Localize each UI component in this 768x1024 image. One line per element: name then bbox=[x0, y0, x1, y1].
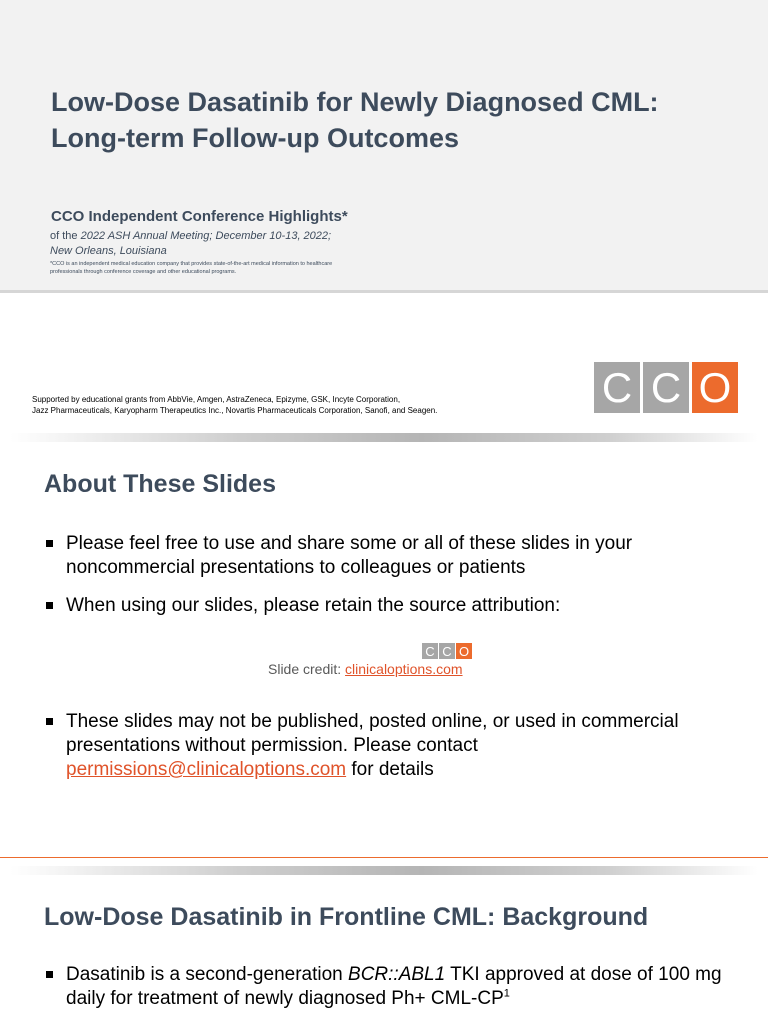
bullet-share-text: Please feel free to use and share some or all of these slides in your noncommercial presentations to colleagues or patients bbox=[66, 533, 633, 578]
meeting-location: New Orleans, Louisiana bbox=[50, 245, 167, 257]
bullet-dasatinib bbox=[44, 963, 724, 1011]
slide-bottom-rule bbox=[0, 857, 768, 858]
gene-name: BCR::ABL1 bbox=[348, 964, 446, 985]
cco-logo-small-letter-o: O bbox=[456, 643, 472, 659]
slide-credit bbox=[268, 661, 463, 677]
slide-credit-label: Slide credit: bbox=[268, 661, 346, 677]
permissions-email-link[interactable]: permissions@clinicaloptions.com bbox=[66, 759, 347, 780]
grant-support-line-1: Supported by educational grants from AbbVie, Amgen, AstraZeneca, Epizyme, GSK, Incyte Corporation, bbox=[32, 395, 401, 404]
bullet-marker bbox=[46, 540, 53, 547]
reference-superscript: 1 bbox=[503, 987, 510, 1000]
slide-divider bbox=[10, 433, 758, 442]
cco-logo-small-letter-c2: C bbox=[439, 643, 455, 659]
about-slides-title: About These Slides bbox=[44, 470, 276, 498]
bullet-permissions bbox=[44, 710, 724, 782]
bullet-marker bbox=[46, 718, 53, 725]
cco-logo-letter-c1: C bbox=[594, 362, 640, 413]
slide-title-line-1: Low-Dose Dasatinib for Newly Diagnosed CML: bbox=[51, 87, 659, 117]
bullet-marker bbox=[46, 971, 53, 978]
cco-logo-letter-o: O bbox=[692, 362, 738, 413]
slide-title bbox=[51, 84, 751, 156]
cco-logo-small-letter-c1: C bbox=[422, 643, 438, 659]
grant-support-text bbox=[32, 394, 552, 416]
cco-logo bbox=[594, 362, 738, 413]
meeting-prefix: of the bbox=[50, 230, 81, 242]
title-slide-header bbox=[0, 0, 768, 293]
cco-logo-letter-c2: C bbox=[643, 362, 689, 413]
bullet-attribution bbox=[44, 594, 724, 618]
bullet-permissions-tail: for details bbox=[346, 759, 434, 780]
conference-highlights-subtitle: CCO Independent Conference Highlights* bbox=[51, 208, 348, 225]
meeting-name: 2022 ASH Annual Meeting; December 10-13, 2022; bbox=[80, 230, 332, 242]
bullet-attribution-text: When using our slides, please retain the source attribution: bbox=[66, 595, 561, 616]
bullet-share bbox=[44, 532, 724, 580]
clinicaloptions-link[interactable]: clinicaloptions.com bbox=[345, 661, 463, 677]
meeting-info bbox=[50, 229, 331, 259]
cco-logo-small bbox=[422, 643, 472, 659]
grant-support-line-2: Jazz Pharmaceuticals, Karyopharm Therapeutics Inc., Novartis Pharmaceuticals Corporation, Sanofi, and Seagen. bbox=[32, 406, 438, 415]
bullet-marker bbox=[46, 602, 53, 609]
bullet-dasatinib-text-a: Dasatinib is a second-generation bbox=[66, 964, 349, 985]
cco-disclaimer: *CCO is an independent medical education company that provides state-of-the-art medical information to healthcare professionals through conference coverage and other educational programs. bbox=[50, 261, 333, 275]
bullet-permissions-text: These slides may not be published, posted online, or used in commercial presentations without permission. Please contact bbox=[66, 711, 679, 756]
slide-divider bbox=[10, 866, 758, 875]
slide-title-line-2: Long-term Follow-up Outcomes bbox=[51, 123, 459, 153]
bullet-dasatinib-text-b: TKI approved at dose of 100 mg daily for treatment of newly diagnosed Ph+ CML-CP bbox=[66, 964, 722, 1009]
background-slide-title: Low-Dose Dasatinib in Frontline CML: Background bbox=[44, 903, 649, 931]
